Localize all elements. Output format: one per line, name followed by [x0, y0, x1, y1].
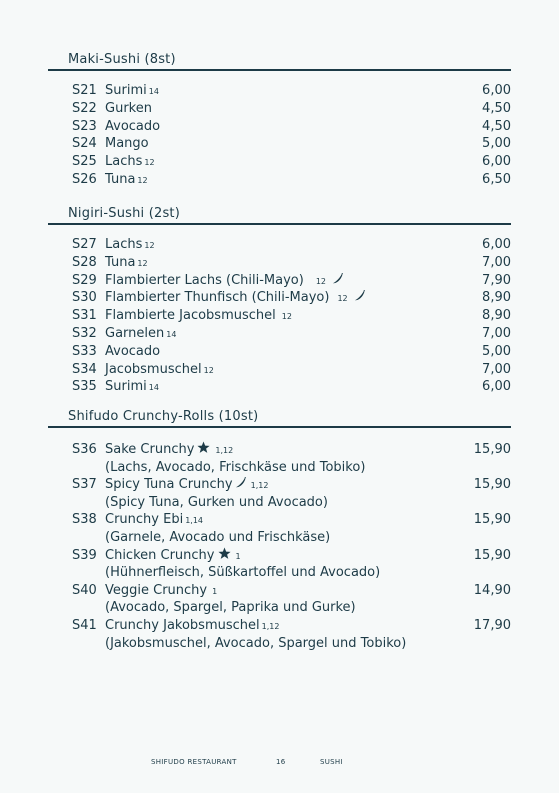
item-name: Flambierter Lachs (Chili-Mayo) — [105, 272, 304, 288]
allergen-codes: 12 — [337, 294, 348, 304]
menu-item[interactable] — [48, 617, 511, 652]
item-description: (Garnele, Avocado und Frischkäse) — [105, 529, 331, 545]
chili-icon — [235, 477, 247, 489]
item-code: S26 — [72, 171, 97, 187]
item-name: Flambierte Jacobsmuschel — [105, 308, 276, 324]
menu-item[interactable] — [48, 153, 511, 171]
item-name: Crunchy Jakobsmuschel — [105, 617, 260, 633]
item-code: S25 — [72, 154, 97, 170]
item-price: 15,90 — [473, 477, 511, 493]
allergen-codes: 12 — [144, 241, 155, 250]
item-name: Avocado — [105, 343, 161, 359]
item-code: S21 — [72, 83, 97, 98]
item-price: 15,90 — [473, 512, 511, 528]
menu-item[interactable] — [48, 476, 511, 511]
menu-item[interactable] — [48, 511, 511, 546]
nigiri-list — [48, 236, 511, 396]
allergen-codes: 1,12 — [250, 481, 269, 491]
allergen-codes: 1,12 — [261, 621, 280, 631]
allergen-codes: 12 — [281, 312, 292, 322]
item-code: S22 — [72, 100, 97, 116]
item-description: (Spicy Tuna, Gurken und Avocado) — [105, 494, 328, 510]
item-price: 15,90 — [473, 547, 511, 563]
item-name: Surimi — [105, 83, 147, 98]
crunchy-rolls-section — [48, 409, 511, 651]
section-title: Nigiri-Sushi (2st) — [48, 206, 511, 225]
item-price: 6,50 — [482, 171, 511, 187]
allergen-codes: 12 — [137, 175, 148, 185]
item-code: S23 — [72, 118, 97, 134]
menu-item[interactable] — [48, 236, 511, 254]
item-price: 7,00 — [482, 361, 511, 377]
allergen-codes: 1,14 — [185, 516, 204, 526]
item-price: 4,50 — [482, 118, 511, 134]
item-name: Chicken Crunchy — [105, 547, 215, 563]
section-title: Maki-Sushi (8st) — [48, 52, 511, 71]
allergen-codes: 14 — [148, 87, 159, 96]
chili-icon — [332, 273, 344, 285]
item-price: 7,90 — [482, 272, 511, 288]
menu-item[interactable] — [48, 171, 511, 189]
item-price: 6,00 — [482, 83, 511, 98]
item-name: Spicy Tuna Crunchy — [105, 477, 233, 493]
menu-item[interactable] — [48, 254, 511, 272]
item-description: (Avocado, Spargel, Paprika und Gurke) — [105, 600, 356, 616]
item-description: (Jakobsmuschel, Avocado, Spargel und Tobiko) — [105, 635, 407, 651]
item-code: S30 — [72, 290, 97, 306]
item-code: S40 — [72, 582, 97, 598]
menu-item[interactable] — [48, 289, 511, 307]
menu-item[interactable] — [48, 135, 511, 153]
item-price: 6,00 — [482, 154, 511, 170]
item-code: S36 — [72, 442, 97, 457]
item-name: Jacobsmuschel — [105, 361, 202, 377]
allergen-codes: 14 — [166, 329, 177, 339]
menu-item[interactable] — [48, 547, 511, 582]
item-price: 4,50 — [482, 100, 511, 116]
item-code: S32 — [72, 325, 97, 341]
menu-item[interactable] — [48, 272, 511, 290]
menu-item[interactable] — [48, 441, 511, 476]
section-title: Shifudo Crunchy-Rolls (10st) — [48, 409, 511, 428]
item-name: Crunchy Ebi — [105, 512, 184, 528]
item-name: Gurken — [105, 100, 152, 116]
item-code: S24 — [72, 136, 97, 152]
allergen-codes: 14 — [148, 383, 159, 393]
item-name: Avocado — [105, 118, 161, 134]
menu-item[interactable] — [48, 378, 511, 396]
allergen-codes: 12 — [315, 276, 327, 286]
menu-item[interactable] — [48, 118, 511, 136]
item-price: 17,90 — [473, 617, 511, 633]
maki-section — [48, 52, 511, 187]
item-name: Lachs — [105, 154, 143, 170]
allergen-codes: 1 — [235, 551, 241, 561]
item-description: (Lachs, Avocado, Frischkäse und Tobiko) — [105, 459, 366, 475]
item-price: 6,00 — [482, 379, 511, 395]
menu-item[interactable] — [48, 307, 511, 325]
item-code: S39 — [72, 547, 97, 563]
menu-item[interactable] — [48, 325, 511, 343]
item-name: Sake Crunchy — [105, 442, 195, 457]
menu-item[interactable] — [48, 100, 511, 118]
item-price: 5,00 — [482, 136, 511, 152]
allergen-codes: 12 — [137, 258, 148, 268]
footer-restaurant-name: SHIFUDO RESTAURANT — [151, 758, 237, 766]
allergen-codes: 12 — [144, 158, 155, 168]
item-price: 14,90 — [473, 582, 511, 598]
footer-category: SUSHI — [320, 758, 343, 766]
item-name: Tuna — [105, 254, 136, 270]
item-code: S31 — [72, 308, 97, 324]
page-number: 16 — [276, 758, 286, 766]
crunchy-rolls-list — [48, 441, 511, 652]
item-code: S33 — [72, 343, 97, 359]
item-name: Mango — [105, 136, 149, 152]
item-code: S35 — [72, 379, 97, 395]
item-price: 7,00 — [482, 254, 511, 270]
chili-icon — [354, 290, 366, 302]
item-price: 8,90 — [482, 290, 511, 306]
star-icon — [218, 547, 231, 560]
item-price: 7,00 — [482, 325, 511, 341]
item-name: Lachs — [105, 237, 143, 252]
menu-item[interactable] — [48, 582, 511, 617]
item-code: S37 — [72, 477, 97, 493]
item-code: S38 — [72, 512, 97, 528]
menu-item[interactable] — [48, 82, 511, 100]
menu-item[interactable] — [48, 343, 511, 361]
item-name: Garnelen — [105, 325, 165, 341]
item-code: S41 — [72, 617, 97, 633]
item-name: Tuna — [105, 171, 136, 187]
item-name: Flambierter Thunfisch (Chili-Mayo) — [105, 290, 330, 306]
item-price: 15,90 — [473, 442, 511, 457]
item-code: S28 — [72, 254, 97, 270]
allergen-codes: 1 — [212, 586, 218, 596]
item-name: Surimi — [105, 379, 147, 395]
item-code: S27 — [72, 237, 97, 252]
maki-list — [48, 82, 511, 189]
menu-item[interactable] — [48, 361, 511, 379]
item-price: 5,00 — [482, 343, 511, 359]
item-price: 6,00 — [482, 237, 511, 252]
allergen-codes: 1,12 — [215, 446, 234, 455]
nigiri-section — [48, 206, 511, 395]
item-price: 8,90 — [482, 308, 511, 324]
star-icon — [197, 441, 210, 454]
item-name: Veggie Crunchy — [105, 582, 208, 598]
item-code: S34 — [72, 361, 97, 377]
item-code: S29 — [72, 272, 97, 288]
allergen-codes: 12 — [203, 365, 214, 375]
item-description: (Hühnerfleisch, Süßkartoffel und Avocado) — [105, 565, 381, 581]
